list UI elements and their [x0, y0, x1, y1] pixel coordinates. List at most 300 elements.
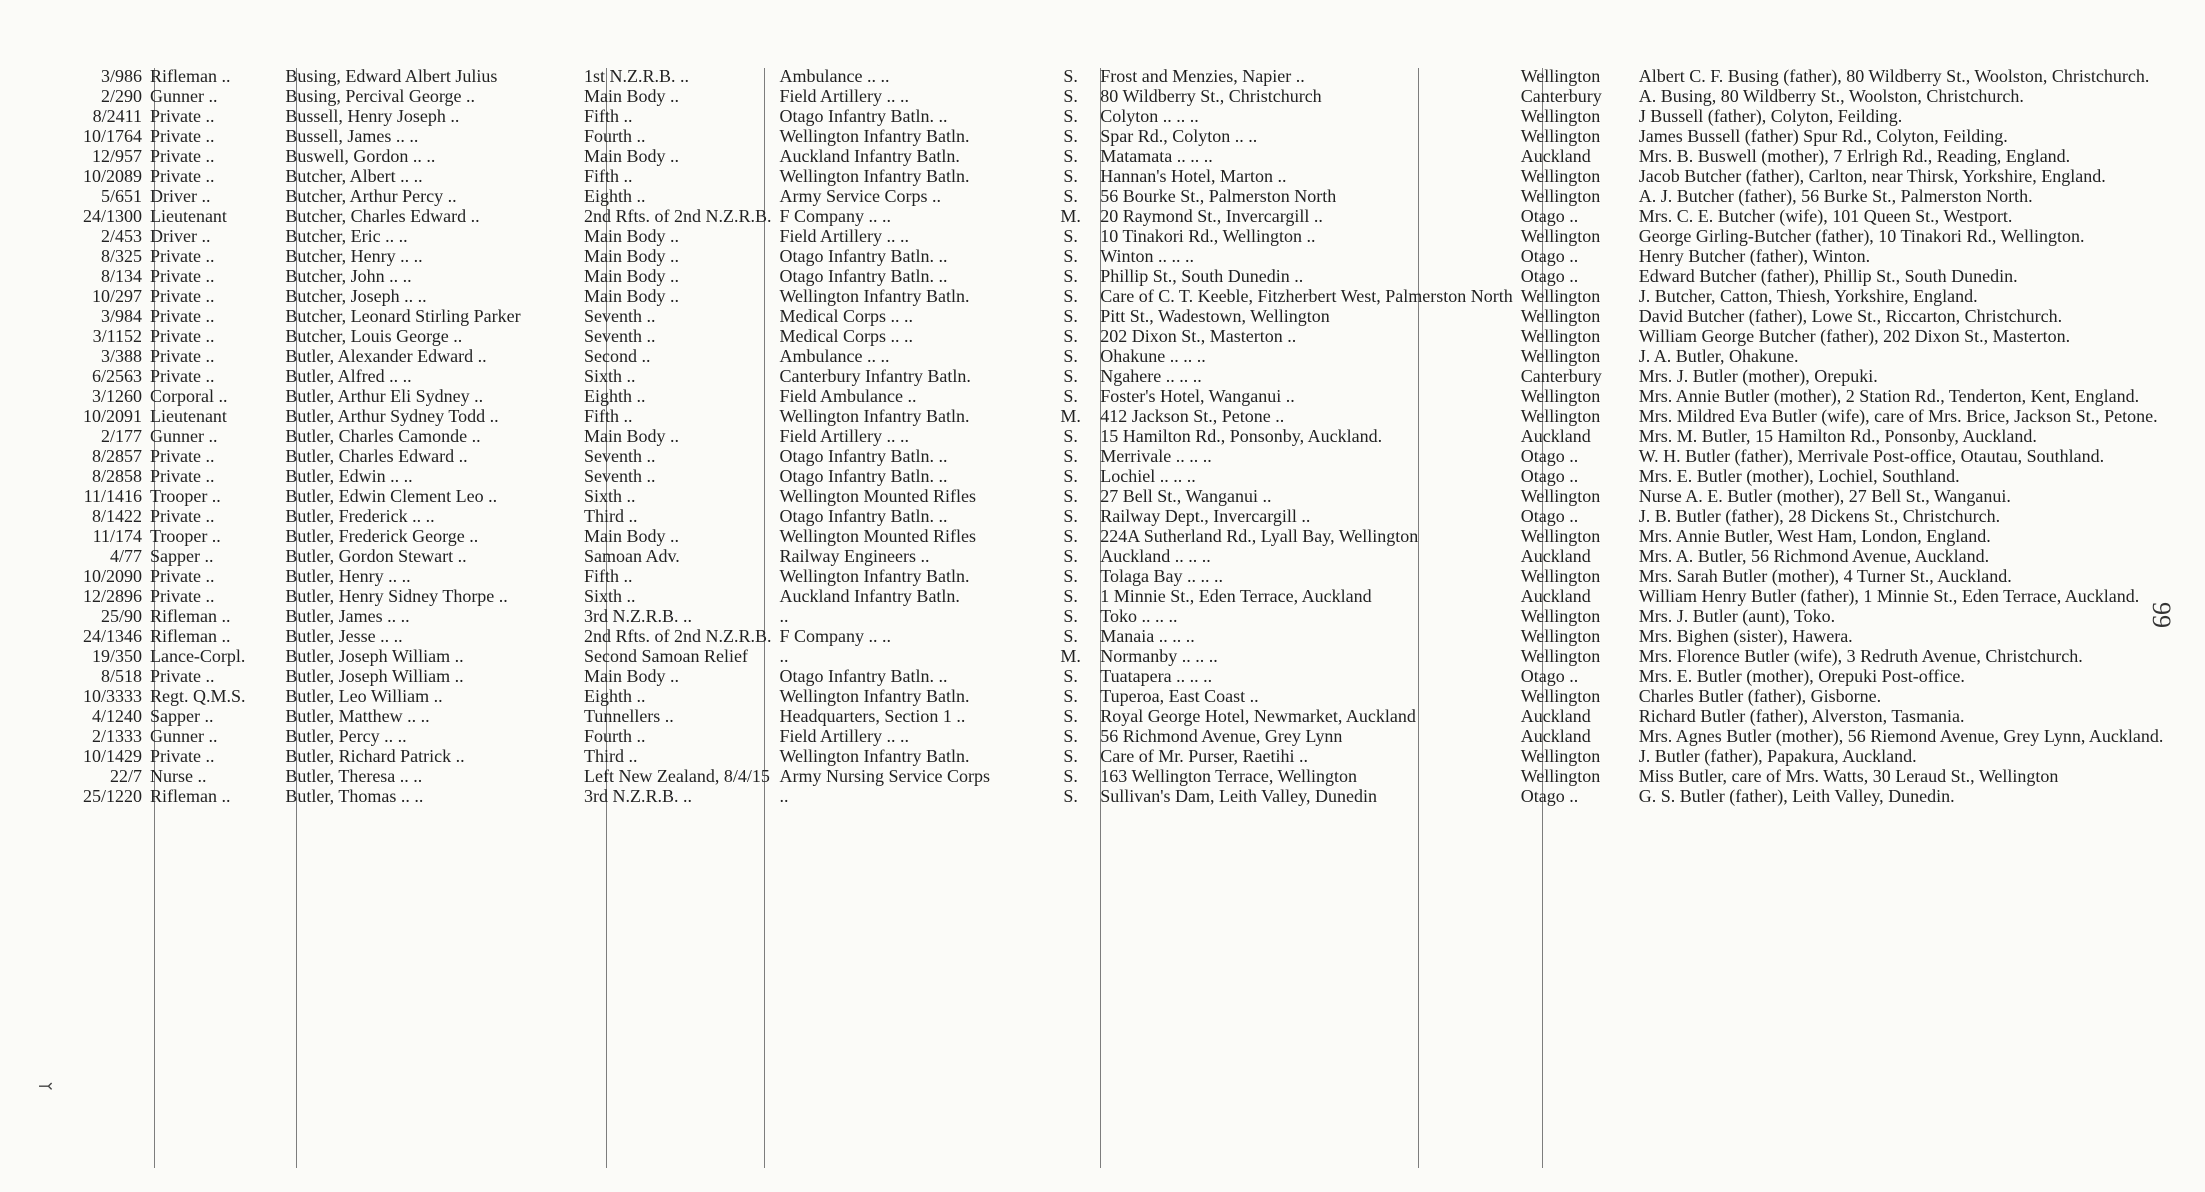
regimental-number: 24/1300 — [82, 206, 142, 226]
corps-unit: Railway Engineers .. — [779, 546, 930, 566]
rank: Private .. — [149, 146, 215, 166]
soldier-name: Butler, Henry Sidney Thorpe .. — [285, 586, 508, 606]
district: Wellington — [1520, 746, 1601, 766]
embarkation-unit: Eighth .. — [583, 186, 646, 206]
table-row — [40, 526, 2205, 546]
next-of-kin: G. S. Butler (father), Leith Valley, Dunedin. — [1638, 786, 1955, 806]
soldier-name: Butler, Frederick .. .. — [285, 506, 435, 526]
regimental-number: 8/2858 — [91, 466, 142, 486]
next-of-kin: Mrs. J. Butler (mother), Orepuki. — [1638, 366, 1878, 386]
regimental-number: 3/1260 — [91, 386, 142, 406]
regimental-number: 8/518 — [100, 666, 142, 686]
next-of-kin: Richard Butler (father), Alverston, Tasmania. — [1638, 706, 1965, 726]
marital-status: S. — [1063, 226, 1078, 246]
rank: Private .. — [149, 326, 215, 346]
next-of-kin: Miss Butler, care of Mrs. Watts, 30 Leraud St., Wellington — [1638, 766, 2059, 786]
soldier-name: Butler, Charles Camonde .. — [285, 426, 481, 446]
marital-status: M. — [1060, 646, 1081, 666]
rank: Private .. — [149, 506, 215, 526]
marital-status: S. — [1063, 426, 1078, 446]
next-of-kin: A. J. Butcher (father), 56 Burke St., Palmerston North. — [1638, 186, 2033, 206]
marital-status: S. — [1063, 766, 1078, 786]
embarkation-unit: Third .. — [583, 506, 638, 526]
regimental-number: 11/174 — [92, 526, 142, 546]
rank: Private .. — [149, 166, 215, 186]
table-row — [40, 686, 2205, 706]
marital-status: S. — [1063, 326, 1078, 346]
rank: Driver .. — [149, 186, 211, 206]
marital-status: S. — [1063, 346, 1078, 366]
soldier-name: Butler, Jesse .. .. — [285, 626, 403, 646]
district: Wellington — [1520, 646, 1601, 666]
table-row — [40, 746, 2205, 766]
embarkation-unit: Main Body .. — [583, 526, 679, 546]
corps-unit: Wellington Mounted Rifles — [779, 526, 977, 546]
corps-unit: F Company .. .. — [779, 626, 891, 646]
district: Wellington — [1520, 346, 1601, 366]
next-of-kin: Nurse A. E. Butler (mother), 27 Bell St., Wanganui. — [1638, 486, 2011, 506]
district: Canterbury — [1520, 366, 1602, 386]
table-row — [40, 646, 2205, 666]
table-row — [40, 446, 2205, 466]
soldier-name: Butler, Arthur Eli Sydney .. — [285, 386, 484, 406]
marital-status: M. — [1060, 406, 1081, 426]
embarkation-unit: Fifth .. — [583, 106, 633, 126]
marital-status: S. — [1063, 266, 1078, 286]
next-of-kin: J. Butler (father), Papakura, Auckland. — [1638, 746, 1917, 766]
regimental-number: 8/325 — [100, 246, 142, 266]
last-address: Hannan's Hotel, Marton .. — [1100, 166, 1287, 186]
corps-unit: Wellington Infantry Batln. — [779, 286, 970, 306]
table-row — [40, 726, 2205, 746]
next-of-kin: Mrs. C. E. Butcher (wife), 101 Queen St., Westport. — [1638, 206, 2013, 226]
district: Auckland — [1520, 726, 1591, 746]
embarkation-unit: Sixth .. — [583, 586, 636, 606]
table-row — [40, 566, 2205, 586]
district: Auckland — [1520, 146, 1591, 166]
next-of-kin: Mrs. Florence Butler (wife), 3 Redruth Avenue, Christchurch. — [1638, 646, 2083, 666]
corps-unit: Otago Infantry Batln. .. — [779, 466, 948, 486]
last-address: Ngahere .. .. .. — [1100, 366, 1202, 386]
last-address: 56 Richmond Avenue, Grey Lynn — [1100, 726, 1343, 746]
soldier-name: Butler, Matthew .. .. — [285, 706, 430, 726]
corps-unit: Wellington Infantry Batln. — [779, 126, 970, 146]
last-address: Care of Mr. Purser, Raetihi .. — [1100, 746, 1309, 766]
next-of-kin: Albert C. F. Busing (father), 80 Wildberry St., Woolston, Christchurch. — [1638, 66, 2150, 86]
next-of-kin: Mrs. Bighen (sister), Hawera. — [1638, 626, 1853, 646]
table-row — [40, 366, 2205, 386]
embarkation-unit: Fifth .. — [583, 166, 633, 186]
marital-status: S. — [1063, 786, 1078, 806]
regimental-number: 3/986 — [100, 66, 142, 86]
embarkation-unit: 1st N.Z.R.B. .. — [583, 66, 689, 86]
next-of-kin: Charles Butler (father), Gisborne. — [1638, 686, 1882, 706]
regimental-number: 10/2090 — [82, 566, 142, 586]
rank: Gunner .. — [149, 86, 218, 106]
marital-status: S. — [1063, 386, 1078, 406]
soldier-name: Butcher, Louis George .. — [285, 326, 463, 346]
regimental-number: 5/651 — [100, 186, 142, 206]
last-address: Toko .. .. .. — [1100, 606, 1178, 626]
embarkation-unit: 3rd N.Z.R.B. .. — [583, 606, 692, 626]
next-of-kin: Henry Butcher (father), Winton. — [1638, 246, 1871, 266]
next-of-kin: Mrs. Sarah Butler (mother), 4 Turner St., Auckland. — [1638, 566, 2012, 586]
embarkation-unit: 2nd Rfts. of 2nd N.Z.R.B. — [583, 206, 772, 226]
marital-status: S. — [1063, 446, 1078, 466]
embarkation-unit: Fifth .. — [583, 406, 633, 426]
embarkation-unit: Main Body .. — [583, 426, 679, 446]
district: Wellington — [1520, 566, 1601, 586]
marital-status: S. — [1063, 746, 1078, 766]
corps-unit: Auckland Infantry Batln. — [779, 586, 960, 606]
rank: Private .. — [149, 566, 215, 586]
corps-unit: .. — [779, 786, 789, 806]
soldier-name: Busing, Percival George .. — [285, 86, 476, 106]
district: Canterbury — [1520, 86, 1602, 106]
regimental-number: 4/1240 — [91, 706, 142, 726]
regimental-number: 19/350 — [91, 646, 142, 666]
rank: Private .. — [149, 286, 215, 306]
table-row — [40, 66, 2205, 86]
corps-unit: Otago Infantry Batln. .. — [779, 106, 948, 126]
embarkation-unit: Samoan Adv. — [583, 546, 680, 566]
soldier-name: Butler, Edwin Clement Leo .. — [285, 486, 498, 506]
rank: Private .. — [149, 306, 215, 326]
rank: Lance-Corpl. — [149, 646, 246, 666]
rank: Trooper .. — [149, 526, 221, 546]
embarkation-unit: Main Body .. — [583, 266, 679, 286]
rank: Nurse .. — [149, 766, 207, 786]
regimental-number: 24/1346 — [82, 626, 142, 646]
marital-status: S. — [1063, 466, 1078, 486]
marital-status: M. — [1060, 206, 1081, 226]
regimental-number: 10/2091 — [82, 406, 142, 426]
next-of-kin: Mrs. M. Butler, 15 Hamilton Rd., Ponsonby, Auckland. — [1638, 426, 2037, 446]
embarkation-unit: Main Body .. — [583, 666, 679, 686]
regimental-number: 8/2857 — [91, 446, 142, 466]
soldier-name: Butcher, Arthur Percy .. — [285, 186, 457, 206]
district: Wellington — [1520, 526, 1601, 546]
next-of-kin: Mrs. Annie Butler, West Ham, London, England. — [1638, 526, 1991, 546]
marital-status: S. — [1063, 526, 1078, 546]
corps-unit: F Company .. .. — [779, 206, 891, 226]
district: Auckland — [1520, 706, 1591, 726]
embarkation-unit: Eighth .. — [583, 686, 646, 706]
soldier-name: Butcher, John .. .. — [285, 266, 412, 286]
district: Wellington — [1520, 626, 1601, 646]
regimental-number: 6/2563 — [91, 366, 142, 386]
last-address: 202 Dixon St., Masterton .. — [1100, 326, 1297, 346]
rank: Rifleman .. — [149, 66, 231, 86]
next-of-kin: William Henry Butler (father), 1 Minnie St., Eden Terrace, Auckland. — [1638, 586, 2140, 606]
next-of-kin: George Girling-Butcher (father), 10 Tinakori Rd., Wellington. — [1638, 226, 2085, 246]
last-address: Tolaga Bay .. .. .. — [1100, 566, 1223, 586]
district: Wellington — [1520, 166, 1601, 186]
table-row — [40, 406, 2205, 426]
rank: Private .. — [149, 266, 215, 286]
district: Wellington — [1520, 766, 1601, 786]
rank: Private .. — [149, 346, 215, 366]
district: Auckland — [1520, 586, 1591, 606]
rank: Trooper .. — [149, 486, 221, 506]
marital-status: S. — [1063, 126, 1078, 146]
soldier-name: Bussell, Henry Joseph .. — [285, 106, 460, 126]
embarkation-unit: Fourth .. — [583, 126, 646, 146]
last-address: Foster's Hotel, Wanganui .. — [1100, 386, 1295, 406]
soldier-name: Butcher, Charles Edward .. — [285, 206, 480, 226]
district: Auckland — [1520, 546, 1591, 566]
embarkation-unit: Seventh .. — [583, 326, 656, 346]
last-address: 20 Raymond St., Invercargill .. — [1100, 206, 1323, 226]
table-row — [40, 386, 2205, 406]
last-address: Royal George Hotel, Newmarket, Auckland — [1100, 706, 1416, 726]
rank: Private .. — [149, 466, 215, 486]
table-row — [40, 326, 2205, 346]
regimental-number: 2/290 — [100, 86, 142, 106]
next-of-kin: J Bussell (father), Colyton, Feilding. — [1638, 106, 1903, 126]
table-row — [40, 606, 2205, 626]
next-of-kin: J. Butcher, Catton, Thiesh, Yorkshire, England. — [1638, 286, 1978, 306]
table-row — [40, 546, 2205, 566]
table-row — [40, 166, 2205, 186]
embarkation-unit: Main Body .. — [583, 286, 679, 306]
marital-status: S. — [1063, 286, 1078, 306]
embarkation-unit: Second .. — [583, 346, 651, 366]
corps-unit: Wellington Infantry Batln. — [779, 686, 970, 706]
soldier-name: Bussell, James .. .. — [285, 126, 419, 146]
district: Auckland — [1520, 426, 1591, 446]
soldier-name: Butler, Alexander Edward .. — [285, 346, 487, 366]
marital-status: S. — [1063, 546, 1078, 566]
soldier-name: Butler, Henry .. .. — [285, 566, 411, 586]
soldier-name: Butler, Alfred .. .. — [285, 366, 412, 386]
rank: Lieutenant — [149, 406, 227, 426]
corps-unit: Field Artillery .. .. — [779, 426, 909, 446]
last-address: Manaia .. .. .. — [1100, 626, 1195, 646]
district: Wellington — [1520, 686, 1601, 706]
next-of-kin: J. A. Butler, Ohakune. — [1638, 346, 1799, 366]
rank: Private .. — [149, 746, 215, 766]
regimental-number: 2/1333 — [91, 726, 142, 746]
regimental-number: 8/134 — [100, 266, 142, 286]
marital-status: S. — [1063, 146, 1078, 166]
corps-unit: Medical Corps .. .. — [779, 306, 913, 326]
district: Wellington — [1520, 386, 1601, 406]
district: Otago .. — [1520, 666, 1579, 686]
next-of-kin: Mrs. B. Buswell (mother), 7 Erlrigh Rd., Reading, England. — [1638, 146, 2071, 166]
corps-unit: Medical Corps .. .. — [779, 326, 913, 346]
embarkation-unit: Sixth .. — [583, 366, 636, 386]
table-row — [40, 86, 2205, 106]
corps-unit: Wellington Infantry Batln. — [779, 566, 970, 586]
marital-status: S. — [1063, 726, 1078, 746]
district: Wellington — [1520, 126, 1601, 146]
marital-status: S. — [1063, 166, 1078, 186]
next-of-kin: William George Butcher (father), 202 Dixon St., Masterton. — [1638, 326, 2071, 346]
rank: Sapper .. — [149, 546, 214, 566]
embarkation-unit: 3rd N.Z.R.B. .. — [583, 786, 692, 806]
soldier-name: Butcher, Leonard Stirling Parker — [285, 306, 521, 326]
soldier-name: Butler, Percy .. .. — [285, 726, 407, 746]
table-row — [40, 146, 2205, 166]
table-row — [40, 466, 2205, 486]
marital-status: S. — [1063, 366, 1078, 386]
rank: Private .. — [149, 106, 215, 126]
rank: Rifleman .. — [149, 606, 231, 626]
district: Wellington — [1520, 306, 1601, 326]
corps-unit: Canterbury Infantry Batln. — [779, 366, 971, 386]
marital-status: S. — [1063, 686, 1078, 706]
corps-unit: Otago Infantry Batln. .. — [779, 266, 948, 286]
corps-unit: Field Artillery .. .. — [779, 86, 909, 106]
soldier-name: Butler, Charles Edward .. — [285, 446, 468, 466]
regimental-number: 8/1422 — [91, 506, 142, 526]
corps-unit: .. — [779, 606, 789, 626]
rank: Regt. Q.M.S. — [149, 686, 246, 706]
rank: Rifleman .. — [149, 626, 231, 646]
district: Wellington — [1520, 406, 1601, 426]
corps-unit: .. — [779, 646, 789, 666]
regimental-number: 25/1220 — [82, 786, 142, 806]
next-of-kin: Mrs. E. Butler (mother), Lochiel, Southland. — [1638, 466, 1960, 486]
corps-unit: Wellington Infantry Batln. — [779, 166, 970, 186]
rank: Lieutenant — [149, 206, 227, 226]
last-address: Matamata .. .. .. — [1100, 146, 1213, 166]
last-address: 224A Sutherland Rd., Lyall Bay, Wellington — [1100, 526, 1419, 546]
rank: Private .. — [149, 586, 215, 606]
table-row — [40, 306, 2205, 326]
marital-status: S. — [1063, 706, 1078, 726]
soldier-name: Buswell, Gordon .. .. — [285, 146, 436, 166]
corps-unit: Ambulance .. .. — [779, 66, 890, 86]
embarkation-unit: Third .. — [583, 746, 638, 766]
last-address: Merrivale .. .. .. — [1100, 446, 1212, 466]
last-address: Lochiel .. .. .. — [1100, 466, 1196, 486]
last-address: Normanby .. .. .. — [1100, 646, 1218, 666]
last-address: Phillip St., South Dunedin .. — [1100, 266, 1304, 286]
marital-status: S. — [1063, 666, 1078, 686]
embarkation-unit: Seventh .. — [583, 466, 656, 486]
district: Otago .. — [1520, 266, 1579, 286]
marital-status: S. — [1063, 626, 1078, 646]
last-address: Frost and Menzies, Napier .. — [1100, 66, 1305, 86]
regimental-number: 12/2896 — [82, 586, 142, 606]
table-row — [40, 626, 2205, 646]
last-address: Tuatapera .. .. .. — [1100, 666, 1213, 686]
last-address: Sullivan's Dam, Leith Valley, Dunedin — [1100, 786, 1377, 806]
rank: Private .. — [149, 246, 215, 266]
table-row — [40, 246, 2205, 266]
soldier-name: Butler, Arthur Sydney Todd .. — [285, 406, 499, 426]
next-of-kin: Mrs. Annie Butler (mother), 2 Station Rd., Tenderton, Kent, England. — [1638, 386, 2140, 406]
rank: Private .. — [149, 446, 215, 466]
soldier-name: Butler, Joseph William .. — [285, 646, 464, 666]
rank: Driver .. — [149, 226, 211, 246]
embarkation-unit: Left New Zealand, 8/4/15 — [583, 766, 770, 786]
last-address: 412 Jackson St., Petone .. — [1100, 406, 1285, 426]
corps-unit: Army Nursing Service Corps — [779, 766, 990, 786]
soldier-name: Butler, Richard Patrick .. — [285, 746, 465, 766]
district: Wellington — [1520, 286, 1601, 306]
soldier-name: Butler, Theresa .. .. — [285, 766, 423, 786]
soldier-name: Butcher, Eric .. .. — [285, 226, 408, 246]
next-of-kin: Mrs. A. Butler, 56 Richmond Avenue, Auckland. — [1638, 546, 1990, 566]
rank: Rifleman .. — [149, 786, 231, 806]
corps-unit: Otago Infantry Batln. .. — [779, 446, 948, 466]
table-row — [40, 506, 2205, 526]
regimental-number: 10/1764 — [82, 126, 142, 146]
table-row — [40, 786, 2205, 806]
next-of-kin: James Bussell (father) Spur Rd., Colyton, Feilding. — [1638, 126, 2008, 146]
corps-unit: Otago Infantry Batln. .. — [779, 666, 948, 686]
regimental-number: 12/957 — [91, 146, 142, 166]
soldier-name: Butler, Leo William .. — [285, 686, 443, 706]
embarkation-unit: Main Body .. — [583, 226, 679, 246]
regimental-number: 3/388 — [100, 346, 142, 366]
regimental-number: 22/7 — [109, 766, 142, 786]
last-address: 15 Hamilton Rd., Ponsonby, Auckland. — [1100, 426, 1383, 446]
rank: Private .. — [149, 126, 215, 146]
regimental-number: 10/2089 — [82, 166, 142, 186]
soldier-name: Butler, Thomas .. .. — [285, 786, 424, 806]
last-address: Winton .. .. .. — [1100, 246, 1195, 266]
corps-unit: Field Ambulance .. — [779, 386, 917, 406]
corps-unit: Auckland Infantry Batln. — [779, 146, 960, 166]
last-address: 10 Tinakori Rd., Wellington .. — [1100, 226, 1316, 246]
rank: Gunner .. — [149, 426, 218, 446]
corps-unit: Wellington Infantry Batln. — [779, 746, 970, 766]
last-address: Pitt St., Wadestown, Wellington — [1100, 306, 1330, 326]
next-of-kin: A. Busing, 80 Wildberry St., Woolston, Christchurch. — [1638, 86, 2024, 106]
corps-unit: Otago Infantry Batln. .. — [779, 246, 948, 266]
district: Wellington — [1520, 106, 1601, 126]
regimental-number: 10/3333 — [82, 686, 142, 706]
nominal-roll-table — [40, 66, 2205, 806]
district: Otago .. — [1520, 786, 1579, 806]
embarkation-unit: Sixth .. — [583, 486, 636, 506]
table-row — [40, 266, 2205, 286]
embarkation-unit: Second Samoan Relief — [583, 646, 748, 666]
corps-unit: Ambulance .. .. — [779, 346, 890, 366]
rank: Private .. — [149, 666, 215, 686]
soldier-name: Butcher, Joseph .. .. — [285, 286, 427, 306]
marital-status: S. — [1063, 246, 1078, 266]
soldier-name: Butcher, Albert .. .. — [285, 166, 423, 186]
next-of-kin: Mrs. Agnes Butler (mother), 56 Riemond Avenue, Grey Lynn, Auckland. — [1638, 726, 2164, 746]
soldier-name: Butcher, Henry .. .. — [285, 246, 423, 266]
marital-status: S. — [1063, 306, 1078, 326]
district: Wellington — [1520, 486, 1601, 506]
soldier-name: Butler, Edwin .. .. — [285, 466, 413, 486]
next-of-kin: David Butcher (father), Lowe St., Riccarton, Christchurch. — [1638, 306, 2063, 326]
corps-unit: Army Service Corps .. — [779, 186, 941, 206]
embarkation-unit: 2nd Rfts. of 2nd N.Z.R.B. — [583, 626, 772, 646]
soldier-name: Butler, Frederick George .. — [285, 526, 479, 546]
embarkation-unit: Fourth .. — [583, 726, 646, 746]
regimental-number: 2/453 — [100, 226, 142, 246]
table-row — [40, 346, 2205, 366]
next-of-kin: J. B. Butler (father), 28 Dickens St., Christchurch. — [1638, 506, 2001, 526]
table-row — [40, 226, 2205, 246]
embarkation-unit: Fifth .. — [583, 566, 633, 586]
last-address: Ohakune .. .. .. — [1100, 346, 1206, 366]
next-of-kin: Edward Butcher (father), Phillip St., South Dunedin. — [1638, 266, 2018, 286]
next-of-kin: W. H. Butler (father), Merrivale Post-office, Otautau, Southland. — [1638, 446, 2105, 466]
embarkation-unit: Eighth .. — [583, 386, 646, 406]
embarkation-unit: Tunnellers .. — [583, 706, 674, 726]
roll-body — [40, 66, 2205, 806]
marital-status: S. — [1063, 86, 1078, 106]
